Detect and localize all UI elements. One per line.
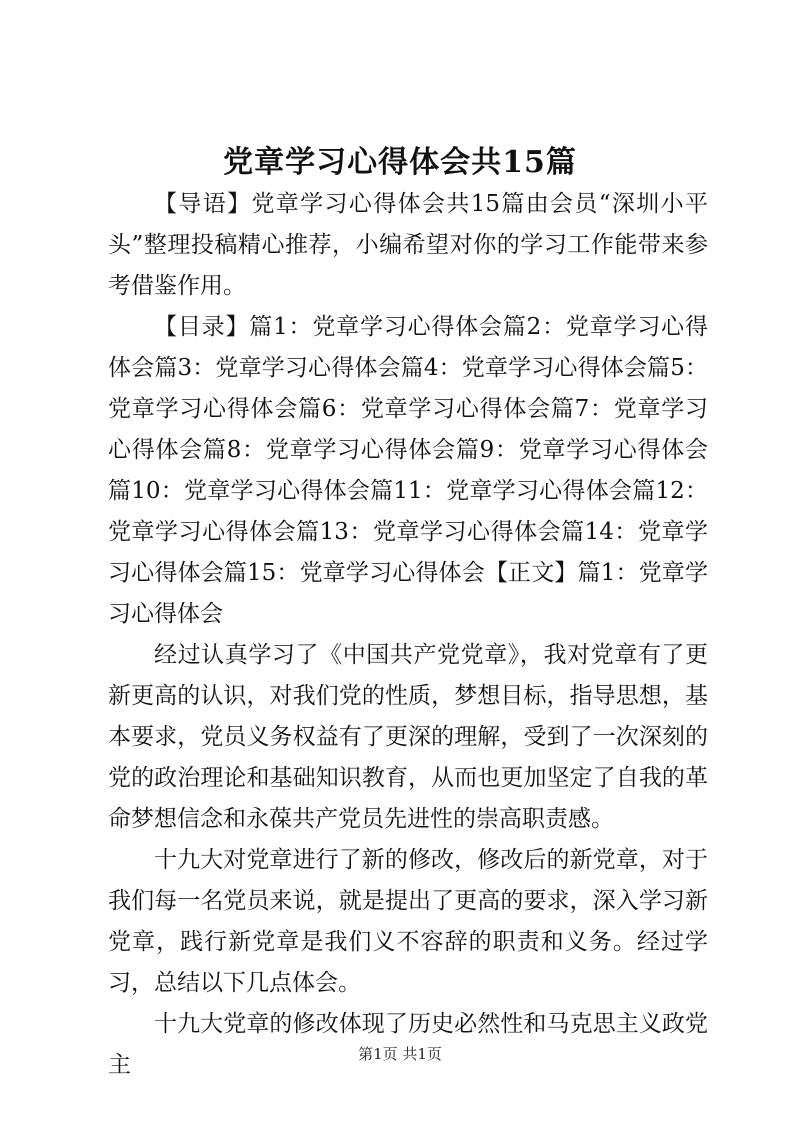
intro-paragraph: 【导语】党章学习心得体会共15篇由会员“深圳小平头”整理投稿精心推荐，小编希望对你的学习工作能带来参考借鉴作用。 (108, 191, 708, 299)
body-paragraph: 十九大党章的修改体现了历史必然性和马克思主义政党主 (108, 1011, 708, 1078)
document-title: 党章学习心得体会共15篇 (223, 145, 577, 180)
body-paragraph: 经过认真学习了《中国共产党党章》，我对党章有了更新更高的认识，对我们党的性质，梦想目标，指导思想，基本要求，党员义务权益有了更深的理解，受到了一次深刻的党的政治理论和基础知识教育，从而也更加坚定了自我的革命梦想信念和永葆共产党员先进性的崇高职责感。 (108, 642, 708, 832)
contents-paragraph: 【目录】篇1：党章学习心得体会篇2：党章学习心得体会篇3：党章学习心得体会篇4：党章学习心得体会篇5：党章学习心得体会篇6：党章学习心得体会篇7：党章学习心得体会篇8：党章学习心得体会篇9：党章学习心得体会篇10：党章学习心得体会篇11：党章学习心得体会篇12：党章学习心得体会篇13：党章学习心得体会篇14：党章学习心得体会篇15：党章学习心得体会【正文】篇1：党章学习心得体会 (108, 314, 708, 627)
body-paragraph: 十九大对党章进行了新的修改，修改后的新党章，对于我们每一名党员来说，就是提出了更高的要求，深入学习新党章，践行新党章是我们义不容辞的职责和义务。经过学习，总结以下几点体会。 (108, 847, 708, 996)
document-body (108, 184, 708, 1086)
page-number-footer: 第1页 共1页 (358, 1045, 442, 1063)
